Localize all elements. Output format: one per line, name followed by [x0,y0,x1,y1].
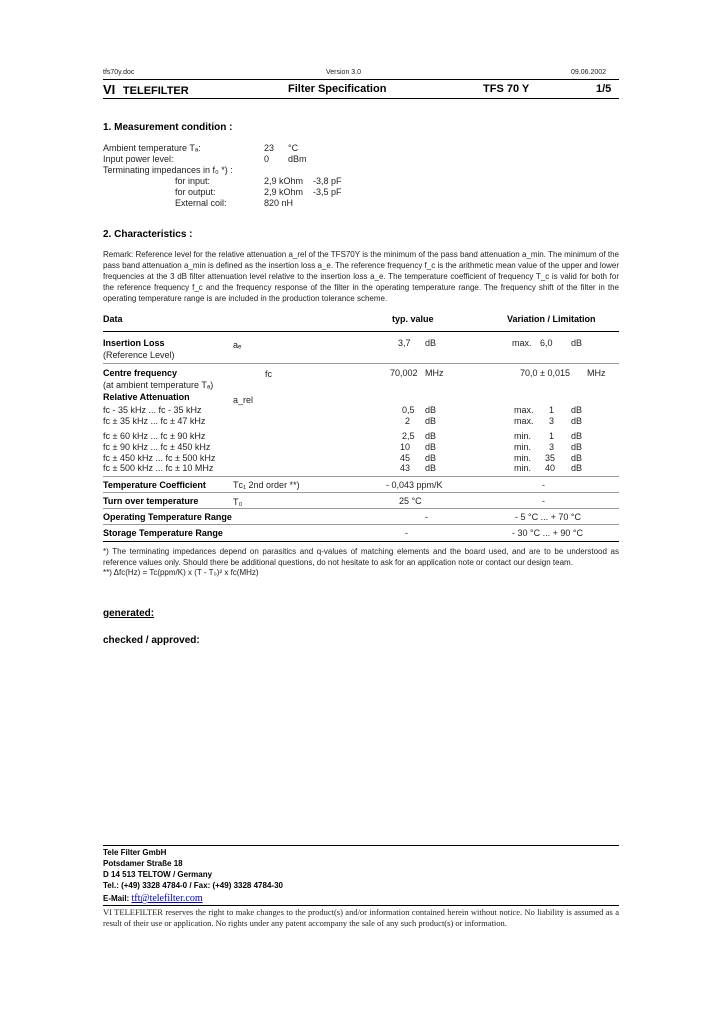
ambient-temp-unit: °C [288,143,299,153]
row-rule [103,476,619,477]
att-row-range: fᴄ ± 450 kHz ... fᴄ ± 500 kHz [103,453,216,463]
table-bottom-rule [103,541,619,542]
att-row-kind: min. [514,453,532,463]
insertion-loss-lim-kind: max. [512,338,532,348]
doc-date: 09.06.2002 [571,69,607,76]
footer-rule [103,845,619,846]
section2-title: 2. Characteristics : [103,229,193,240]
input-impedance-cap: -3,8 pF [313,176,342,186]
generated-label: generated: [103,608,155,619]
terminating-impedances-label: Terminating impedances in f₀ *) : [103,165,233,175]
external-coil-label: External coil: [175,198,227,208]
att-row-lim-unit: dB [571,453,583,463]
footer-city: D 14 513 TELTOW / Germany [103,870,213,879]
temp-coefficient-typ: - 0,043 ppm/K [386,480,443,490]
storage-temp-label: Storage Temperature Range [103,528,223,538]
att-row-range: fᴄ ± 60 kHz ... fᴄ ± 90 kHz [103,431,206,441]
temp-coefficient-lim: - [542,480,545,490]
att-row-typ-unit: dB [425,416,437,426]
external-coil-value: 820 nH [264,198,294,208]
insertion-loss-typ-unit: dB [425,338,437,348]
output-impedance-cap: -3,5 pF [313,187,342,197]
output-impedance-label: for output: [175,187,216,197]
col-header-typ: typ. value [392,314,434,324]
version: Version 3.0 [326,69,362,76]
temp-coefficient-label: Temperature Coefficient [103,480,206,490]
att-row-lim-unit: dB [571,405,583,415]
att-row-lim: 35 [545,453,556,463]
file-name: tfs70y.doc [103,69,135,76]
centre-frequency-sub: (at ambient temperature Tₐ) [103,380,214,390]
footer-rule-2 [103,905,619,906]
input-power-label: Input power level: [103,154,174,164]
page-number: 1/5 [596,83,612,95]
att-row-kind: max. [514,416,534,426]
relative-attenuation-symbol: a_rel [233,395,254,405]
input-power-value: 0 [264,154,270,164]
input-power-unit: dBm [288,154,307,164]
insertion-loss-typ: 3,7 [398,338,411,348]
att-row-lim-unit: dB [571,431,583,441]
table-header-rule [103,331,619,332]
att-row-lim-unit: dB [571,416,583,426]
att-row-kind: max. [514,405,534,415]
row-rule [103,363,619,364]
att-row-typ-unit: dB [425,405,437,415]
insertion-loss-label: Insertion Loss [103,338,165,348]
input-impedance-label: for input: [175,176,211,186]
centre-frequency-typ-unit: MHz [425,368,444,378]
att-row-typ: 2,5 [402,431,415,441]
insertion-loss-symbol: aₑ [233,340,242,350]
checked-approved-label: checked / approved: [103,635,200,646]
operating-temp-lim: - 5 °C ... + 70 °C [515,512,581,522]
att-row-typ-unit: dB [425,431,437,441]
turnover-temp-symbol: T₀ [233,497,243,507]
turnover-temp-typ: 25 °C [399,496,422,506]
footer-disclaimer: VI TELEFILTER reserves the right to make changes to the product(s) and/or information contained herein without notice. No liability is assumed as a result of their use or application. No rights under any patent accompany the sale of any such product(s) or information. [103,907,619,928]
att-row-typ-unit: dB [425,463,437,473]
insertion-loss-lim-unit: dB [571,338,583,348]
att-row-kind: min. [514,442,532,452]
centre-frequency-label: Centre frequency [103,368,178,378]
email-link[interactable]: tft@telefilter.com [131,893,203,904]
storage-temp-lim: - 30 °C ... + 90 °C [512,528,583,538]
storage-temp-typ: - [405,528,408,538]
att-row-typ: 10 [400,442,411,452]
insertion-loss-sub: (Reference Level) [103,350,175,360]
header-rule-top [103,79,619,80]
att-row-kind: min. [514,431,532,441]
att-row-typ: 45 [400,453,411,463]
company-name: TELEFILTER [122,85,189,97]
centre-frequency-symbol: fᴄ [265,369,273,379]
att-row-typ: 2 [405,416,411,426]
temp-coefficient-symbol: Tᴄ₁ 2nd order **) [233,480,300,490]
input-impedance-value: 2,9 kOhm [264,176,304,186]
att-row-typ-unit: dB [425,442,437,452]
operating-temp-label: Operating Temperature Range [103,512,232,522]
att-row-lim: 3 [549,442,555,452]
att-row-kind: min. [514,463,532,473]
company-logo [103,82,189,97]
att-row-lim: 40 [545,463,556,473]
logo-mark: VI [103,82,116,97]
att-row-range: fᴄ - 35 kHz ... fᴄ - 35 kHz [103,405,202,415]
remark-paragraph: Remark: Reference level for the relative attenuation a_rel of the TFS70Y is the minimum of the pass band attenuation a_min. The minimum of the pass band attenuation a_min is defined as the insertion loss a_e. The reference frequency f_c is the arithmetic mean value of the upper and lower frequencies at the 3 dB filter attenuation level relative to the insertion loss a_e. The temperature coefficient of frequency T_c is valid for both for the reference frequency f_c and the frequency response of the filter in the operating temperature range. The frequency shift of the filter in the operating temperature range is are included in the production tolerance scheme. [103,250,619,303]
att-row-typ: 0,5 [402,405,415,415]
footer-company: Tele Filter GmbH [103,848,167,857]
centre-frequency-lim: 70,0 ± 0,015 [520,368,570,378]
att-row-lim: 1 [549,431,555,441]
operating-temp-typ: - [425,512,428,522]
row-rule [103,492,619,493]
att-row-lim: 1 [549,405,555,415]
footer-phone: Tel.: (+49) 3328 4784-0 / Fax: (+49) 3328 4784-30 [103,881,283,890]
footnote-temp-formula: **) Δfᴄ(Hz) = Tc(ppm/K) x (T - T₀)² x fᴄ(MHz) [103,568,259,577]
output-impedance-value: 2,9 kOhm [264,187,304,197]
ambient-temp-label: Ambient temperature Tₐ: [103,143,201,153]
att-row-lim-unit: dB [571,463,583,473]
footnote-impedance: *) The terminating impedances depend on parasitics and q-values of matching elements and the board used, and are to be understood as reference values only. Should there be additional questions, do not hesitate to ask for an application note or contact our design team. [103,547,619,567]
email-label: E-Mail: [103,894,130,903]
part-number: TFS 70 Y [483,83,530,95]
col-header-data: Data [103,314,123,324]
att-row-range: fᴄ ± 500 kHz ... fᴄ ± 10 MHz [103,463,214,473]
att-row-range: fᴄ ± 90 kHz ... fᴄ ± 450 kHz [103,442,211,452]
relative-attenuation-label: Relative Attenuation [103,392,190,402]
turnover-temp-lim: - [542,496,545,506]
row-rule [103,508,619,509]
col-header-variation: Variation / Limitation [507,314,596,324]
turnover-temp-label: Turn over temperature [103,496,199,506]
insertion-loss-lim: 6,0 [540,338,553,348]
ambient-temp-value: 23 [264,143,275,153]
footer-street: Potsdamer Straße 18 [103,859,183,868]
att-row-range: fᴄ ± 35 kHz ... fᴄ ± 47 kHz [103,416,206,426]
att-row-lim: 3 [549,416,555,426]
header-rule-bottom [103,98,619,99]
centre-frequency-lim-unit: MHz [587,368,606,378]
att-row-lim-unit: dB [571,442,583,452]
att-row-typ: 43 [400,463,411,473]
centre-frequency-typ: 70,002 [390,368,418,378]
document-title: Filter Specification [288,83,387,95]
section1-title: 1. Measurement condition : [103,122,233,133]
row-rule [103,524,619,525]
att-row-typ-unit: dB [425,453,437,463]
footer-email-line [103,893,203,904]
